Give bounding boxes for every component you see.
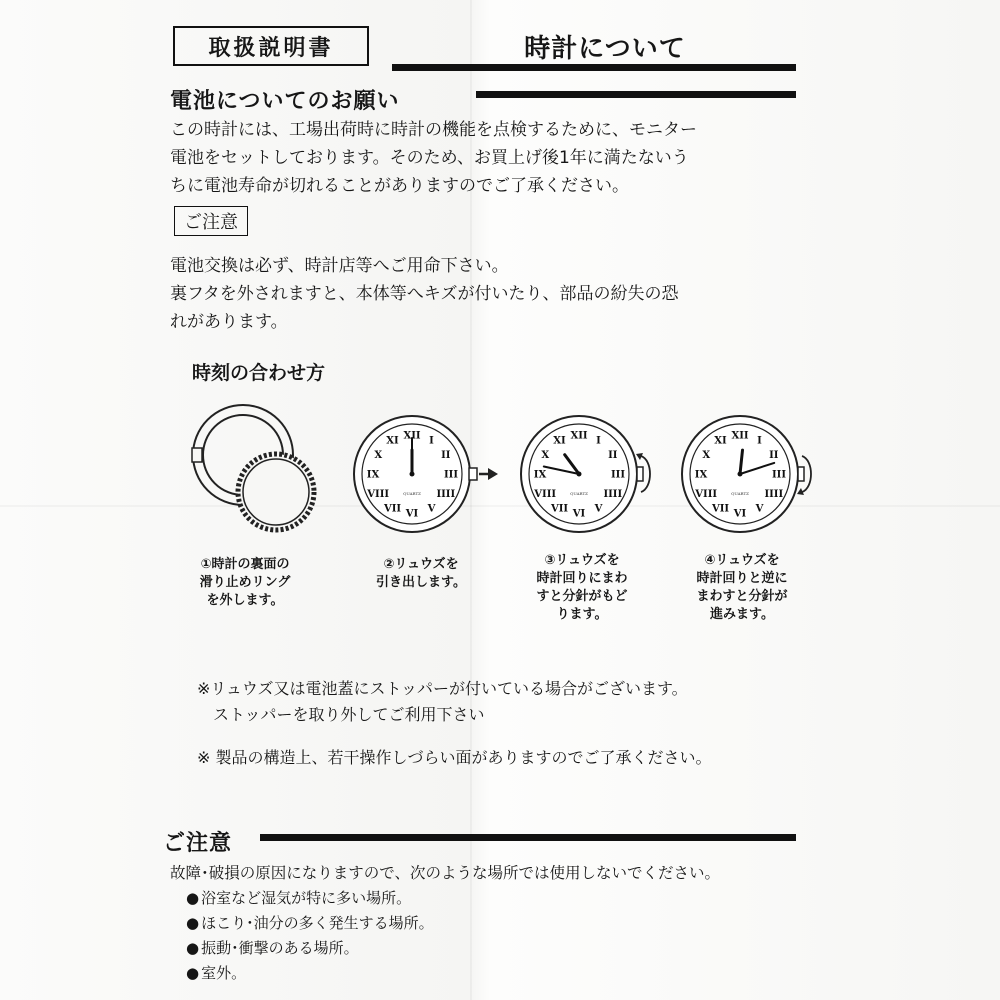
caution-paragraph (170, 252, 678, 336)
clock-numeral: V (755, 503, 764, 515)
clock-numeral: X (702, 450, 711, 461)
clock-brand-mark: QUARTZ (731, 491, 749, 496)
clock-crown-pulled-icon (352, 412, 502, 542)
clock-numeral: IX (533, 469, 547, 481)
list-item-text: 浴室など湿気が特に多い場所。 (201, 889, 412, 907)
list-item (186, 961, 434, 986)
clock-numeral: VII (383, 503, 402, 515)
clock-center-pin (410, 472, 415, 477)
step-caption-3 (517, 552, 647, 624)
step-caption-4 (677, 552, 807, 624)
clock-center-pin (577, 472, 582, 477)
battery-section-rule (476, 91, 796, 98)
clock-numeral: VI (572, 508, 586, 520)
clock-face (682, 416, 798, 532)
clock-numeral: IIII (436, 489, 456, 500)
battery-paragraph (170, 116, 697, 200)
step-caption-line: ①時計の裏面の (200, 557, 290, 572)
clock-numeral: VII (711, 503, 730, 515)
clock-numeral: IIII (764, 489, 784, 500)
battery-line: ちに電池寿命が切れることがありますのでご了承ください。 (170, 176, 629, 196)
clock-numeral: I (757, 435, 762, 447)
clock-numeral: IIII (603, 489, 623, 500)
list-item-text: 振動･衝撃のある場所。 (201, 939, 359, 957)
step-caption-line: ③リュウズを (544, 553, 620, 568)
list-item (186, 911, 434, 936)
clock-brand-mark: QUARTZ (403, 491, 421, 496)
clock-numeral: VIII (534, 489, 557, 500)
clock-numeral: V (427, 503, 436, 515)
clock-numeral: II (441, 450, 451, 461)
clock-numeral: XII (403, 430, 421, 442)
caution-box-label: ご注意 (174, 206, 248, 236)
bezel-rings-icon (180, 400, 330, 540)
clock-numeral: V (594, 503, 603, 515)
clock-numeral: X (541, 450, 550, 461)
note-line: ※ 製品の構造上、若干操作しづらい面がありますのでご了承ください。 (197, 748, 712, 767)
battery-line: この時計には、工場出荷時に時計の機能を点検するために、モニター (170, 120, 697, 140)
step-caption-line: 時計回りにまわ (536, 571, 628, 586)
clock-brand-mark: QUARTZ (570, 491, 588, 496)
manual-label: 取扱説明書 (173, 26, 369, 66)
structure-note (197, 745, 712, 771)
clock-numeral: VI (405, 508, 419, 520)
clock-numeral: I (429, 435, 434, 447)
clock-numeral: II (769, 450, 779, 461)
clock-face (354, 416, 470, 532)
clock-center-pin (738, 472, 743, 477)
time-setting-title: 時刻の合わせ方 (192, 362, 326, 384)
clock-numeral: XII (570, 430, 588, 442)
clock-crown-counterclockwise-icon (678, 412, 828, 542)
note-line: ストッパーを取り外してご利用下さい (197, 705, 485, 724)
list-item (186, 886, 434, 911)
clock-numeral: VIII (367, 489, 390, 500)
step-caption-line: ②リュウズを (383, 557, 459, 572)
step-caption-line: ④リュウズを (704, 553, 780, 568)
bullet-icon: ● (186, 889, 200, 907)
step-caption-line: ります。 (556, 607, 608, 622)
clock-crown-clockwise-icon (517, 412, 667, 542)
clock-numeral: VII (550, 503, 569, 515)
caution-line: 電池交換は必ず、時計店等へご用命下さい。 (170, 256, 509, 276)
step-caption-line: を外します。 (206, 593, 284, 608)
caution-line: 裏フタを外されますと、本体等へキズが付いたり、部品の紛失の恐 (170, 284, 679, 304)
battery-line: 電池をセットしております。そのため、お買上げ後1年に満たないう (170, 148, 689, 168)
precautions-title: ご注意 (163, 831, 233, 856)
clock-numeral: XI (553, 435, 566, 447)
step-caption-line: 進みます。 (710, 607, 774, 622)
clock-numeral: VIII (695, 489, 718, 500)
clock-numeral: VI (733, 508, 747, 520)
clock-numeral: X (374, 450, 383, 461)
step-caption-line: まわすと分針が (696, 589, 788, 604)
clock-numeral: III (443, 469, 459, 481)
list-item-text: 室外。 (201, 964, 247, 982)
document-title: 時計について (524, 34, 686, 64)
bullet-icon: ● (186, 939, 200, 957)
clock-numeral: II (608, 450, 618, 461)
step-caption-1 (180, 556, 310, 610)
precautions-intro: 故障･破損の原因になりますので、次のような場所では使用しないでください。 (170, 864, 720, 882)
bullet-icon: ● (186, 914, 200, 932)
stopper-note (197, 676, 688, 728)
step-caption-line: すと分針がもど (536, 589, 628, 604)
clock-numeral: XI (714, 435, 727, 447)
step-caption-2 (356, 556, 486, 592)
clock-numeral: I (596, 435, 601, 447)
clock-numeral: XII (731, 430, 749, 442)
list-item-text: ほこり･油分の多く発生する場所。 (201, 914, 434, 932)
title-underline (392, 64, 796, 71)
list-item (186, 936, 434, 961)
step-caption-line: 滑り止めリング (199, 575, 291, 590)
bullet-icon: ● (186, 964, 200, 982)
clock-numeral: IX (694, 469, 708, 481)
clock-numeral: III (610, 469, 626, 481)
battery-section-title: 電池についてのお願い (170, 89, 400, 114)
caution-line: れがあります。 (170, 312, 288, 332)
step-caption-line: 引き出します。 (376, 575, 466, 590)
note-line: ※リュウズ又は電池蓋にストッパーが付いている場合がございます。 (197, 679, 688, 698)
clock-numeral: XI (386, 435, 399, 447)
clock-face (521, 416, 637, 532)
precautions-list (186, 886, 434, 986)
clock-numeral: III (771, 469, 787, 481)
precautions-rule (260, 834, 796, 841)
clock-numeral: IX (366, 469, 380, 481)
step-caption-line: 時計回りと逆に (696, 571, 788, 586)
